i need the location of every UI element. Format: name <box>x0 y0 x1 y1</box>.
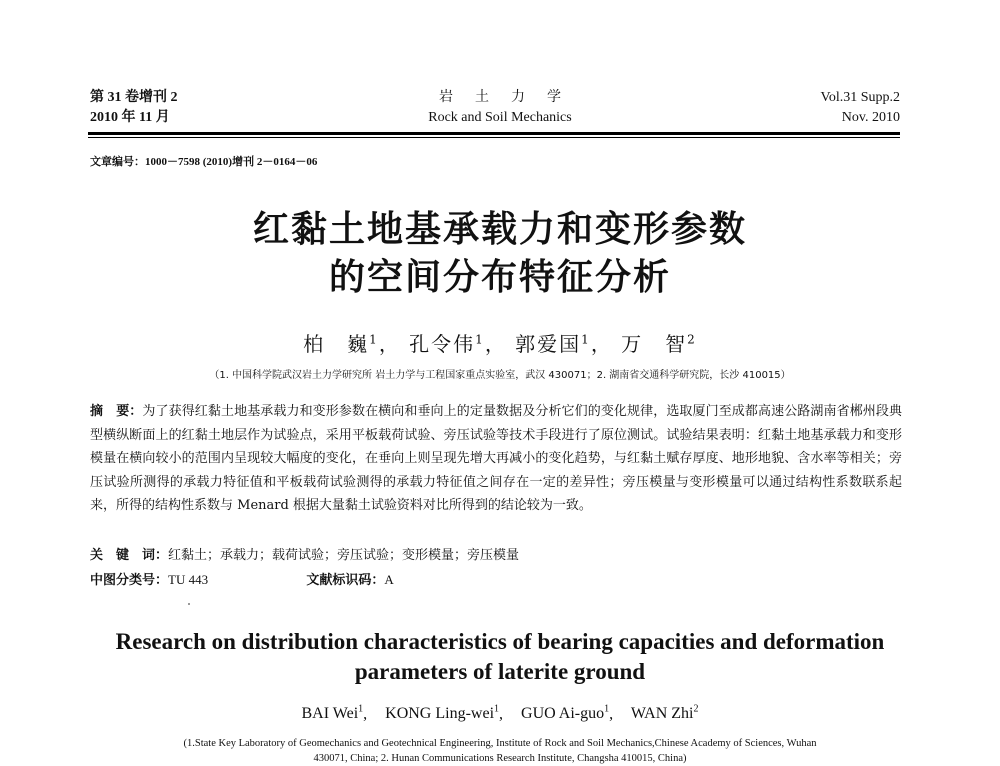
author-cn: 郭爱国$^1$ <box>515 332 591 356</box>
author-en: KONG Ling-wei$^1$ <box>385 704 500 723</box>
journal-issue-info-en <box>821 88 900 128</box>
clc-value: TU 443 <box>168 572 209 587</box>
clc-label: 中图分类号： <box>90 573 169 588</box>
authors-en: BAI Wei$^1$, KONG Ling-wei$^1$, GUO Ai-guo$^1$, WAN Zhi$^2$ <box>301 704 699 723</box>
paper-title-cn-line2: 的空间分布特征分析 <box>328 257 671 298</box>
article-number-label: 文章编号： <box>90 156 145 168</box>
abstract-label: 摘 要： <box>90 404 143 419</box>
journal-issue-info-cn <box>90 88 178 128</box>
scan-speck <box>188 603 190 605</box>
author-cn: 孔令伟$^1$ <box>409 332 485 356</box>
affiliation-en-line1: (1.State Key Laboratory of Geomechanics and Geotechnical Engineering, Institute of Rock and Soil Mechanics,Chinese Academy of Sciences, Wuhan <box>183 738 817 749</box>
paper-title-en <box>0 627 1000 687</box>
paper-title-en-line2: parameters of laterite ground <box>354 659 646 684</box>
abstract-cn <box>90 400 902 518</box>
keywords-cn <box>90 545 519 567</box>
header-rule-thick <box>88 132 900 135</box>
keywords-label: 关 键 词： <box>90 548 169 563</box>
journal-name-en: Rock and Soil Mechanics <box>428 110 572 125</box>
doc-code-value: A <box>384 572 394 587</box>
paper-title-en-line1: Research on distribution characteristics of bearing capacities and deformation <box>115 629 885 654</box>
authors-cn: 柏 巍$^1$， 孔令伟$^1$， 郭爱国$^1$， 万 智$^2$ <box>303 332 697 356</box>
classification-info <box>90 569 902 592</box>
date-cn: 2010 年 11 月 <box>90 110 170 125</box>
author-en: WAN Zhi$^2$ <box>630 704 699 723</box>
author-en: BAI Wei$^1$ <box>301 704 364 723</box>
volume-issue-cn: 第 31 卷增刊 2 <box>90 90 178 105</box>
journal-name <box>380 88 620 128</box>
date-en: Nov. 2010 <box>841 110 900 125</box>
header-rule-thin <box>88 137 900 138</box>
author-cn: 柏 巍$^1$ <box>303 332 379 356</box>
article-number-value: 1000－7598 (2010)增刊 2－0164－06 <box>145 156 318 168</box>
volume-issue-en: Vol.31 Supp.2 <box>820 90 900 105</box>
affiliation-cn: （1. 中国科学院武汉岩土力学研究所 岩土力学与工程国家重点实验室，武汉 430071；2. 湖南省交通科学研究院，长沙 410015） <box>209 370 791 381</box>
journal-name-cn: 岩土力学 <box>439 90 583 105</box>
abstract-text: 为了获得红黏土地基承载力和变形参数在横向和垂向上的定量数据及分析它们的变化规律，选取厦门至成都高速公路湖南省郴州段典型横纵断面上的红黏土地层作为试验点，采用平板载荷试验、旁压试验等技术手段进行了原位测试。试验结果表明：红黏土地基承载力和变形模量在横向较小的范围内呈现较大幅度的变化，在垂向上则呈现先增大再减小的变化趋势，与红黏土赋存厚度、地形地貌、含水率等相关；旁压试验所测得的承载力特征值和平板载荷试验测得的承载力特征值之间存在一定的差异性；旁压模量与变形模量可以通过结构性系数联系起来，所得的结构性系数与 Menard 根据大量黏土试验资料对比所得到的结论较为一致。 <box>90 404 902 513</box>
doc-code-label: 文献标识码： <box>306 573 385 588</box>
paper-title-cn-line1: 红黏土地基承载力和变形参数 <box>252 209 747 250</box>
affiliation-en-line2: 430071, China; 2. Hunan Communications Research Institute, Changsha 410015, China) <box>313 753 687 764</box>
paper-title-cn <box>0 206 1000 302</box>
author-en: GUO Ai-guo$^1$ <box>521 704 610 723</box>
affiliation-en <box>0 736 1000 766</box>
keywords-text: 红黏土；承载力；载荷试验；旁压试验；变形模量；旁压模量 <box>168 548 520 563</box>
article-number <box>90 153 317 169</box>
author-cn: 万 智$^2$ <box>621 332 697 356</box>
